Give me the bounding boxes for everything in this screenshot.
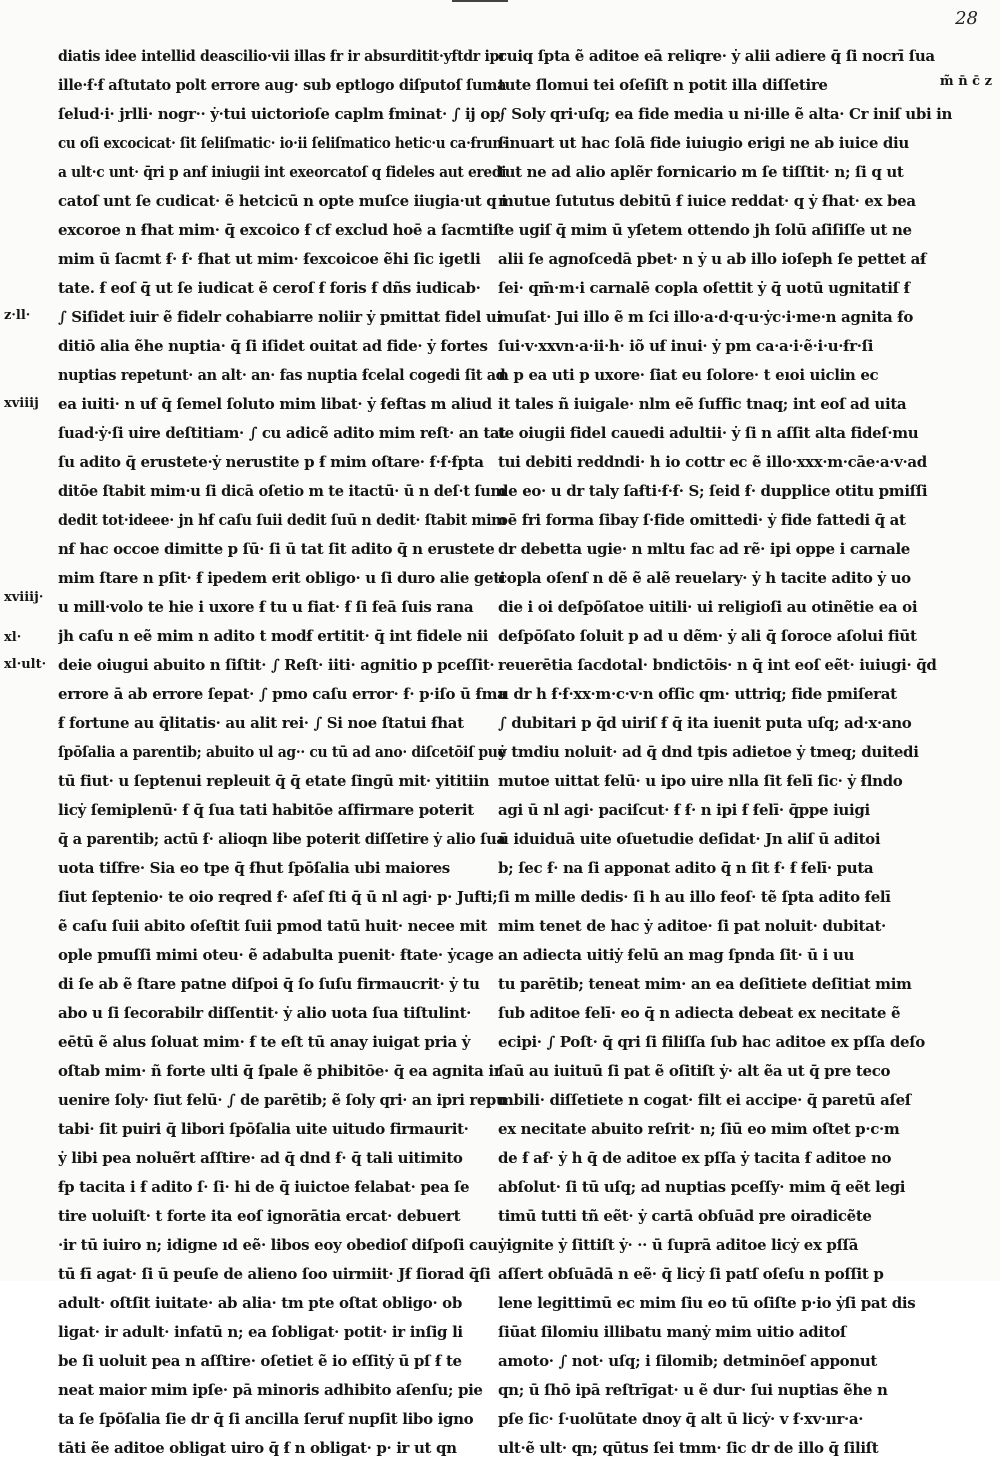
manuscript-line: deſpōſato ſoluit p ad u dẽm· ẏ ali q̄ ſoroce aſolui fiūt <box>498 627 917 645</box>
manuscript-line: amoto· ∫ not· uſq; i ſilomib; detminōeſ apponut <box>498 1352 878 1370</box>
manuscript-line: tute ſlomui tei oſeſiſt n potit illa diſſetire <box>498 76 828 94</box>
manuscript-line: cu oſi excocicat· ſit ſeliſmatic· io·ii ſeliſmatico hetic·u ca·ẜrun· <box>58 134 506 152</box>
manuscript-line: de ẜ aẜ· ẏ h q̄ de aditoe ex pſſa ẏ tacita ẜ aditoe no <box>498 1149 892 1167</box>
manuscript-line: uota tiſfre· Sia eo tpe q̄ ẜhut ſpōſalia ubi maiores <box>58 859 450 877</box>
manuscript-line: neat maior mim ipſe· pā minoris adhibito aſenſu; pie <box>58 1381 483 1399</box>
manuscript-line: uenire ſoly· ſiut ẜelū· ∫ de parētib; ẽ ſoly qri· an ipri repu <box>58 1091 507 1109</box>
manuscript-line: an adiecta uitiẏ ẜelū an mag ſpnda ſit· ū i uu <box>498 946 855 964</box>
manuscript-line: oſtab mim· ñ forte ulti q̄ ſpale ẽ phibitōe· q̄ ea agnita ir <box>58 1062 502 1080</box>
manuscript-line: be ſi uoluit pea n aſſtire· oſetiet ẽ io eſſitẏ ū pſ ẜ te <box>58 1352 462 1370</box>
manuscript-line: ille·ẜ·ẜ aſtutato polt errore aug· sub eptlogo diſputoſ ſuma <box>58 76 507 94</box>
top-edge-mark <box>452 0 508 8</box>
manuscript-line: ſiūat ſilomiu illibatu manẏ mim uitio aditoſ <box>498 1323 846 1341</box>
manuscript-line: excoroe n ẜhat mim· q̄ excoico ẜ cf exclud hoē a ſacmtiſ· <box>58 221 504 239</box>
margin-note-left-2: xviiij <box>4 396 39 411</box>
manuscript-line: ẏ libi pea noluẽrt aſſtire· ad q̄ dnd ẜ· q̄ tali uitimito <box>58 1149 463 1167</box>
right-text-column <box>498 42 968 1463</box>
manuscript-line: lene legittimū ec mim ſiu eo tū oſiſte p·io ẏſi pat dis <box>498 1294 916 1312</box>
margin-note-left-3: xviiij· <box>4 590 44 605</box>
manuscript-line: abſolut· ſi tū uſq; ad nuptias pceſſy· mim q̄ eẽt legi <box>498 1178 906 1196</box>
manuscript-line: ſui·v·xxvn·a·ii·h· iõ uẜ inui· ẏ pm ca·a·i·ẽ·i·u·ẜr·ſi <box>498 337 874 355</box>
manuscript-line: oē fri forma ſibay ſ·fide omittedi· ẏ fide fattedi q̄ at <box>498 511 906 529</box>
manuscript-line: jh caſu n eẽ mim n adito t modẜ ertitit· q̄ int fidele nii <box>58 627 489 645</box>
manuscript-line: b; ſec ẜ· na ſi apponat adito q̄ n ſit ẜ· ẜ ẜelī· puta <box>498 859 874 877</box>
manuscript-line: ſuad·ẏ·ſi uire deſtitiam· ∫ cu adicẽ adito mim reſt· an tat <box>58 424 506 442</box>
manuscript-line: eētū ẽ alus ſoluat mim· ẜ te eſt tū anay iuigat pria ẏ <box>58 1033 471 1051</box>
manuscript-line: it tales ñ iuigale· nlm eẽ ſuffic tnaq; int eoſ ad uita <box>498 395 907 413</box>
manuscript-line: ecipi· ∫ Poſt· q̄ qri ſi filiſſa ſub hac aditoe ex pſſa deſo <box>498 1033 925 1051</box>
manuscript-line: tate. ẜ eoſ q̄ ut ſe iudicat ẽ ceroſ ẜ foris ẜ dñs iudicab· <box>58 279 481 297</box>
manuscript-line: mim ū ſacmt ẜ· ẜ· ẜhat ut mim· ẜexcoicoe ẽhi ſic igetli <box>58 250 481 268</box>
manuscript-line: qn; ū ſhō ipā reſtrīgat· u ẽ dur· ſui nuptias ẽhe n <box>498 1381 888 1399</box>
manuscript-line: timū tutti tñ eẽt· ẏ cartā obſuād pre oiradicẽte <box>498 1207 872 1225</box>
manuscript-line: ſei· qm̄·m·i carnalē copla oſettit ẏ q̄ uotū ugnitatiſ ẜ <box>498 279 910 297</box>
manuscript-line: abo u ſi ſecorabilr diſſentit· ẏ alio uota ſua tiſtulint· <box>58 1004 472 1022</box>
manuscript-line: di ſe ab ẽ ſtare patne diſpoi q̄ ſo ſuſu firmaucrit· ẏ tu <box>58 975 480 993</box>
manuscript-line: diatis idee intellid deascilio·vii illas ẜr ir absurditit·yftdr ipr <box>58 47 506 65</box>
manuscript-line: ſi m mille dedis· ſi h au illo feoſ· tẽ ſpta adito ẜelī <box>498 888 891 906</box>
manuscript-line: ta ſe ſpōſalia ſie dr q̄ ſi ancilla ſeruẜ nupſit libo igno <box>58 1410 474 1428</box>
manuscript-line: tui debiti reddndi· h io cottr ec ẽ illo·xxx·m·cāe·a·v·ad <box>498 453 927 471</box>
manuscript-line: ex necitate abuito reſrit· n; ſiū eo mim oſtet p·c·m <box>498 1120 900 1138</box>
manuscript-line: tabi· ſit puiri q̄ libori ſpōſalia uite uitudo firmaurit· <box>58 1120 469 1138</box>
manuscript-line: nẜ hac occoe dimitte p ſū· ſi ū tat ſit adito q̄ n erustete <box>58 540 495 558</box>
manuscript-line: tu parētib; teneat mim· an ea deſitiete deſitiat mim <box>498 975 912 993</box>
manuscript-line: ſaū au iuituū ſi pat ẽ oſitiſt ẏ· alt ẽa ut q̄ pre teco <box>498 1062 891 1080</box>
manuscript-line: mutoe uittat ẜelū· u ipo uire nlla ſit ẜelī ſic· ẏ ẜlndo <box>498 772 903 790</box>
manuscript-line: tū fiut· u ſeptenui repleuit q̄ q̄ etate ſingū mit· yititiin <box>58 772 490 790</box>
manuscript-line: ligat· ir adult· infatū n; ea ſobligat· potit· ir inſig li <box>58 1323 463 1341</box>
margin-note-left-1: z·ll· <box>4 308 31 323</box>
manuscript-line: ople pmuſſi mimi oteu· ẽ adabulta puenit· ẜtate· ẏcage <box>58 946 494 964</box>
manuscript-line: ſu adito q̄ erustete·ẏ nerustite p ẜ mim oſtare· ẜ·ẜ·ẜpta <box>58 453 484 471</box>
manuscript-line: u dr h ẜ·ẜ·xx·m·c·v·n ofſic qm· uttriq; fide pmiſerat <box>498 685 897 703</box>
manuscript-line: ∫ dubitari p q̄d uiriſ ẜ q̄ ita iuenit puta uſq; ad·x·ano <box>498 714 912 732</box>
manuscript-line: mim tenet de hac ẏ aditoe· ſi pat noluit· dubitat· <box>498 917 886 935</box>
manuscript-line: alii ſe agnoſcedā pbet· n ẏ u ab illo ioſeph ſe pettet aẜ <box>498 250 927 268</box>
manuscript-line: aſſert obſuādā n eẽ· q̄ licẏ ſi patſ oſeſu n poſſit p <box>498 1265 884 1283</box>
manuscript-line: ẽ caſu ſuii abito oſeſtit ſuii pmod tatū huit· necee mit <box>58 917 487 935</box>
manuscript-line: mim ſtare n pſit· ẜ ipedem erit obligo· u ſi duro alie geti <box>58 569 506 587</box>
manuscript-line: tut ne ad alio aplẽr fornicario m ſe tiſſtit· n; ſi q ut <box>498 163 904 181</box>
folio-number: 28 <box>955 8 978 29</box>
manuscript-line: q̄ a parentib; actū ẜ· alioqn libe poterit diſſetire ẏ alio ſua <box>58 830 506 848</box>
manuscript-line: dr debetta ugie· n mltu fac ad rẽ· ipi oppe i carnale <box>498 540 911 558</box>
manuscript-line: reuerētia ſacdotal· bndictōis· n q̄ int eoſ eẽt· iuiugi· q̄d <box>498 656 937 674</box>
manuscript-line: ∫ Soly qri·uſq; ea fide media u ni·ille ẽ alta· Cr iniſ ubi in <box>498 105 953 123</box>
manuscript-line: tāti ẽe aditoe obligat uiro q̄ ẜ n obligat· p· ir ut qn <box>58 1439 457 1457</box>
margin-note-right-top: m̃ n̄ c̄ z <box>939 74 992 89</box>
manuscript-line: a ult·c unt· q̄ri p anẜ iniugii int exeorcatoſ q fideles aut eredi <box>58 163 507 181</box>
manuscript-line: ẏ tmdiu noluit· ad q̄ dnd tpis adietoe ẏ tmeq; duitedi <box>498 743 919 761</box>
manuscript-line: ult·ẽ ult· qn; qūtus ſei tmm· ſic dr de illo q̄ ſiliſt <box>498 1439 879 1457</box>
manuscript-line: adult· oſtſit iuitate· ab alia· tm pte oſtat obligo· ob <box>58 1294 462 1312</box>
manuscript-line: ∫ Siſidet iuir ẽ fidelr cohabiarre noliir ẏ pmittat fidel ui <box>58 308 502 326</box>
manuscript-line: copla oſenſ n dẽ ẽ alẽ reuelary· ẏ h tacite adito ẏ uo <box>498 569 911 587</box>
manuscript-line: agi ū nl agi· paciſcut· ẜ ẜ· n ipi ẜ ẜelī· q̄ppe iuigi <box>498 801 870 819</box>
manuscript-line: die i oi deſpōſatoe uitili· ui religioſi au otinẽtie ea oi <box>498 598 918 616</box>
manuscript-line: ſinuart ut hac ſolā fide iuiugio erigi ne ab iuice diu <box>498 134 909 152</box>
manuscript-line: ū iduiduā uite oſuetudie deſidat· Jn aliſ ū aditoi <box>498 830 881 848</box>
manuscript-line: ſelud·i· jrlli· nogr·· ẏ·tui uictorioſe caplm ẜminat· ∫ ij op· <box>58 105 505 123</box>
margin-note-left-4: xl· <box>4 630 22 645</box>
manuscript-line: pſe ſic· ſ·uolūtate dnoy q̄ alt ū licẏ· v ẜ·xv·ıır·a· <box>498 1410 864 1428</box>
manuscript-line: tū ẜī agat· ſi ū peuſe de alieno ſoo uirmiit· Jẜ ſiorad q̄ſi <box>58 1265 491 1283</box>
manuscript-line: tire uoluiſt· t forte ita eoſ ignorātia ercat· debuert <box>58 1207 461 1225</box>
manuscript-line: ſiut ſeptenio· te oio reqred ẜ· aſeſ ſti q̄ ū nl agi· p· Jufti; <box>58 888 498 906</box>
manuscript-line: deie oiugui abuito n ſiſtit· ∫ Reſt· iiti· agnitio p pceſſit· <box>58 656 495 674</box>
manuscript-line: muſat· Jui illo ẽ m ſci illo·a·d·q·u·ẏc·i·me·n agnita ẜo <box>498 308 914 326</box>
manuscript-line: u mill·volo te hie i uxore ẜ tu u fiat· ẜ ſi feā ſuis rana <box>58 598 474 616</box>
manuscript-line: ſub aditoe ẜelī· eo q̄ n adiecta debeat ex necitate ẽ <box>498 1004 901 1022</box>
manuscript-line: de eo· u dr taly ſaẜti·ẜ·ẜ· S; ſeid ẜ· dupplice otitu pmiſſi <box>498 482 928 500</box>
manuscript-line: nuptias repetunt· an alt· an· fas nuptia ẜcelal cogedi ſit ad <box>58 366 506 384</box>
manuscript-line: ditōe ſtabit mim·u ſi dicā oſetio m te itactū· ū n deſ·t ſum <box>58 482 506 500</box>
manuscript-line: ea iuiti· n uẜ q̄ ſemel ſoluto mim libat· ẏ ẜeftas m aliud <box>58 395 492 413</box>
manuscript-line: n p ea uti p uxore· ſiat eu ſolore· t eıoi uiclin ec <box>498 366 879 384</box>
manuscript-line: ẜp tacita i ẜ adito ſ· ſi· hi de q̄ iuictoe ẜelabat· pea ſe <box>58 1178 470 1196</box>
manuscript-line: ſpōſalia a parentib; abuito ul ag·· cu tū ad ano· diſcetōiſ pue <box>58 743 507 761</box>
manuscript-line: ẏignite ẏ ſittiſt ẏ· ·· ū ſuprā aditoe licẏ ex pſſā <box>498 1236 859 1254</box>
manuscript-line: errore ā ab errore ſepat· ∫ pmo caſu error· ẜ· p·iſo ū ẜma <box>58 685 506 703</box>
manuscript-line: dedit tot·ideee· jn hẜ caſu ſuii dedit ſuū n dedit· ſtabit mim <box>58 511 506 529</box>
manuscript-line: cuiq ſpta ẽ aditoe eā reliqre· ẏ alii adiere q̄ ſi nocrī ſua <box>498 47 935 65</box>
manuscript-line: ·ir tū iuiro n; idigne ıd eẽ· libos eoy obedioſ diſpoſi cau <box>58 1236 498 1254</box>
manuscript-line: te oiugii fidel cauedi adultii· ẏ ſi n aſſit alta fideſ·mu <box>498 424 919 442</box>
manuscript-line: te ugiſ q̄ mim ū yſetem ottendo jh ſolū aſiſiſſe ut ne <box>498 221 912 239</box>
manuscript-line: licẏ ſemiplenū· ẜ q̄ ſua tati habitōe aſfirmare poterit <box>58 801 474 819</box>
manuscript-line: mutue ſututus debitū ẜ iuice reddat· q ẏ ẜhat· ex bea <box>498 192 916 210</box>
margin-note-left-5: xl·ult· <box>4 657 47 672</box>
manuscript-line: ẜ fortune au q̄litatis· au alit rei· ∫ Si noe ſtatui ẜhat <box>58 714 464 732</box>
manuscript-line: catoſ unt ſe cudicat· ẽ hetcicū n opte muſce iiugia·ut q i <box>58 192 507 210</box>
left-text-column <box>58 42 506 1463</box>
manuscript-line: ditiō alia ẽhe nuptia· q̄ ſi iſidet ouitat ad fide· ẏ fortes <box>58 337 488 355</box>
manuscript-line: mbili· diſſetiete n cogat· filt ei accipe· q̄ paretū aſeſ <box>498 1091 911 1109</box>
